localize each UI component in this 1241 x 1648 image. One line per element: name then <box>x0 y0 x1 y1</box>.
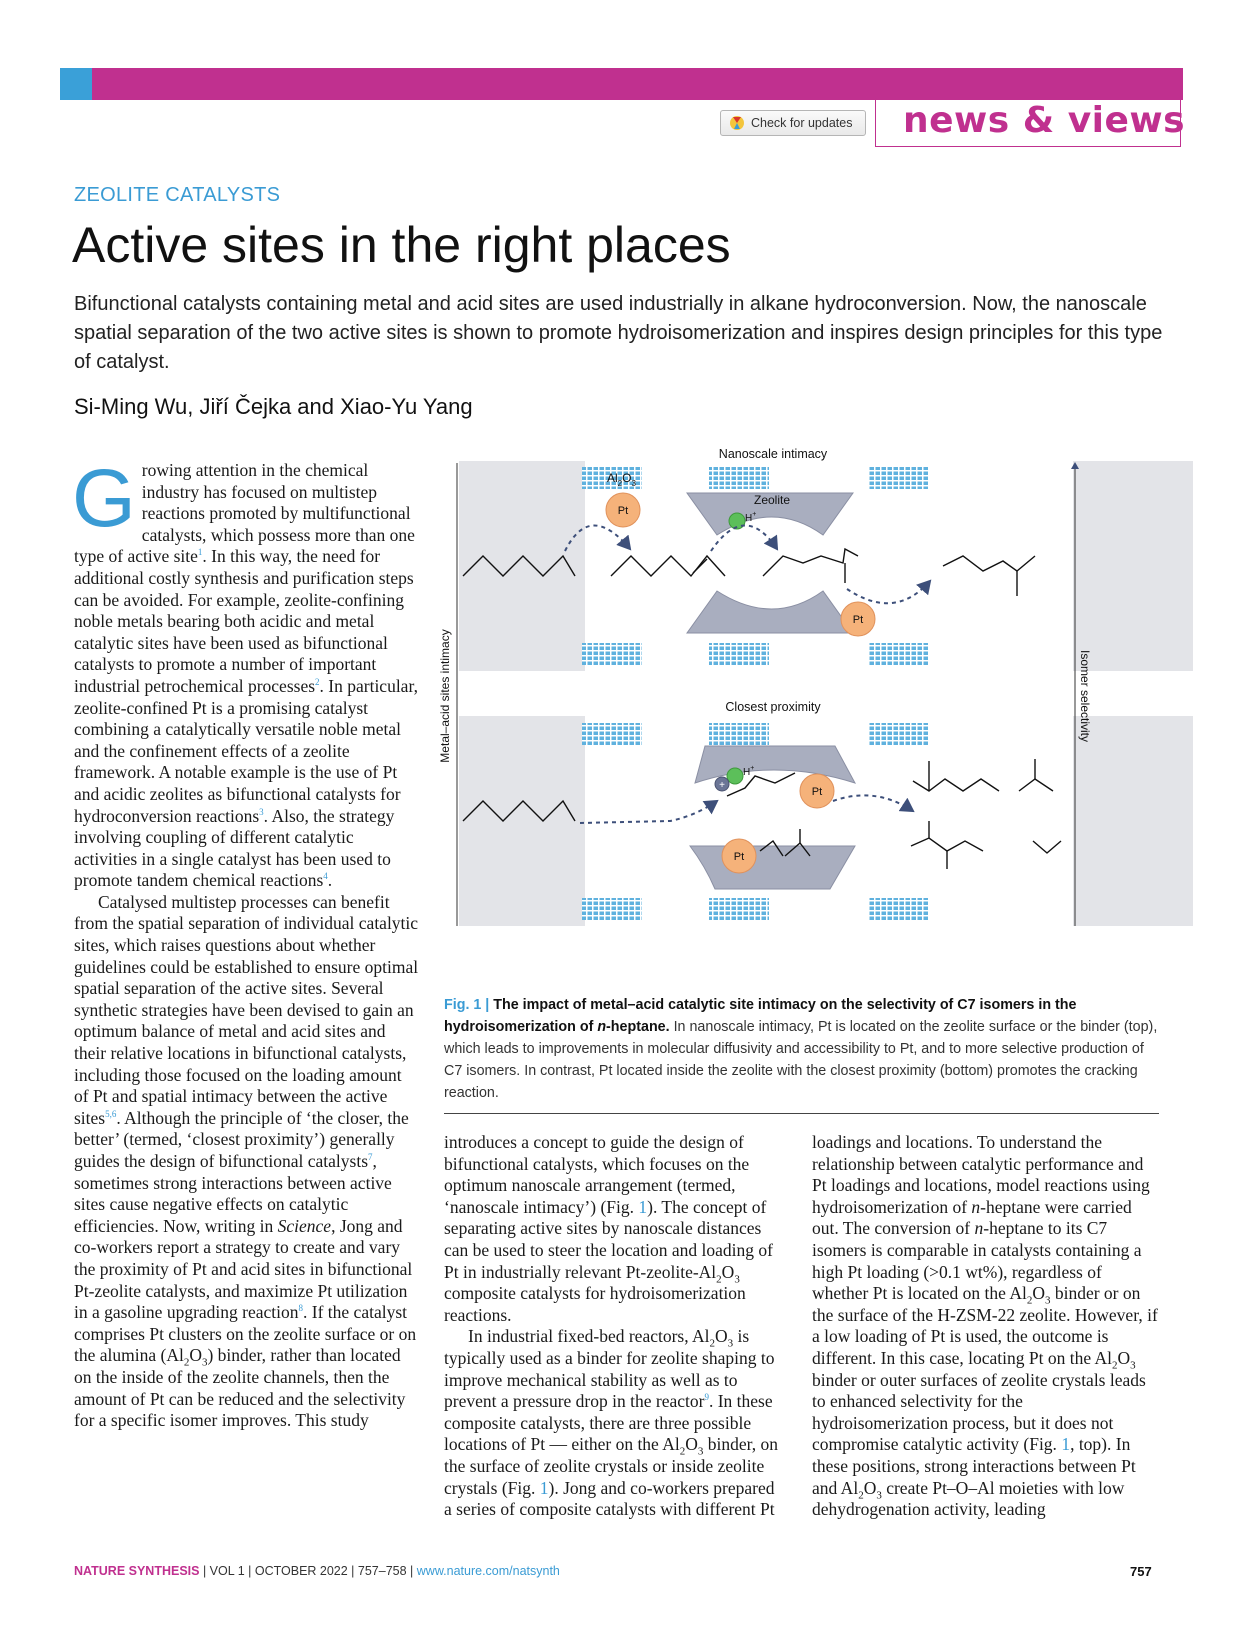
body-column-3 <box>812 1132 1162 1521</box>
figure-1 <box>438 447 1155 971</box>
reference-link[interactable]: 8 <box>298 1303 304 1314</box>
journal-name: NATURE SYNTHESIS <box>74 1564 200 1578</box>
label-al2o3: $Al_2O_3$ <box>607 471 636 488</box>
check-for-updates-label: Check for updates <box>751 116 853 130</box>
figure-1-caption: Fig. 1 | The impact of metal–acid catalytic site intimacy on the selectivity of C7 isomers in the hydroisomerization of n-heptane. In nanoscale intimacy, Pt is located on the zeolite surface or the binder (top), which leads to improvements in molecular diffusivity and accessibility to Pt, and to more selective production of C7 isomers. In contrast, Pt located inside the zeolite with the closest proximity (bottom) promotes the cracking reaction. <box>444 997 1158 1101</box>
figure-1-diagram <box>438 447 1155 971</box>
reference-link[interactable]: 1 <box>197 547 203 558</box>
paragraph: In industrial fixed-bed reactors, $Al_2O_3$ is typically used as a binder for zeolite shaping to improve mechanical stability as well as to prevent a pressure drop in the reactor$^9$. In these composite catalysts, there are three possible locations of Pt — either on the $Al_2O_3$ binder, on the surface of zeolite crystals or inside zeolite crystals (Fig. 1). Jong and co-workers prepared a series of composite catalysts with different Pt <box>444 1326 779 1520</box>
figure-link[interactable]: 1 <box>539 1477 549 1498</box>
reference-link[interactable]: 5,6 <box>105 1108 117 1119</box>
bottom-panel-left-bg <box>459 716 585 926</box>
acid-site <box>727 768 743 784</box>
reference-link[interactable]: 7 <box>368 1152 373 1163</box>
figure-label: Fig. 1 | <box>444 997 490 1013</box>
reference-link[interactable]: 9 <box>704 1392 709 1403</box>
axis-label-selectivity: Isomer selectivity <box>1078 649 1092 743</box>
reference-link[interactable]: 3 <box>259 806 264 817</box>
article-title: Active sites in the right places <box>72 217 731 273</box>
journal-url-link[interactable]: www.nature.com/natsynth <box>416 1564 560 1578</box>
label-closest-proximity: Closest proximity <box>725 700 821 714</box>
label-nanoscale-intimacy: Nanoscale intimacy <box>718 447 828 461</box>
paragraph: Growing attention in the chemical industry has focused on multistep reactions promoted by multifunctional catalysts, which possess more than one type of active site$^1$. In this way, the need for additional costly synthesis and purification steps can be avoided. For example, zeolite-confining noble metals bearing both acidic and metal catalytic sites have been used as bifunctional catalysts to promote a number of important industrial petrochemical processes$^2$. In particular, zeolite-confined Pt is a promising catalyst combining a catalytically versatile noble metal and the confinement effects of a zeolite framework. A notable example is the use of Pt and acidic zeolites as bifunctional catalysts for hydroconversion reactions$^3$. Also, the strategy involving coupling of different catalytic activities in a single catalyst has been used to promote tandem chemical reactions$^4$. <box>72 453 418 891</box>
svg-text:+: + <box>719 780 725 791</box>
axis-label-intimacy: Metal–acid sites intimacy <box>438 629 452 763</box>
page-number: 757 <box>1130 1564 1152 1579</box>
caption-divider <box>444 1113 1159 1114</box>
section-label: news & views <box>903 100 1186 141</box>
paragraph: Catalysed multistep processes can benefit from the spatial separation of individual catalytic sites, which raises questions about whether guidelines could be established to ensure optimal spatial separation of the active sites. Several synthetic strategies have been devised to gain an optimum balance of metal and acid sites and their relative locations in bifunctional catalysts, including those focused on the loading amount of Pt and spatial intimacy between the active sites$^{5,6}$. Although the principle of ‘the closer, the better’ (termed, ‘closest proximity’) generally guides the design of bifunctional catalysts$^7$, sometimes strong interactions between active sites cause negative effects on catalytic efficiencies. Now, writing in Science, Jong and co-workers report a strategy to create and vary the proximity of Pt and acid sites in bifunctional Pt-zeolite catalysts, and maximize Pt utilization in a gasoline upgrading reaction$^8$. If the catalyst comprises Pt clusters on the zeolite surface or on the alumina $(Al_2O_3)$ binder, rather than located on the inside of the zeolite channels, then the amount of Pt can be reduced and the selectivity for a specific isomer improves. This study <box>74 891 419 1431</box>
crossmark-icon <box>729 115 745 131</box>
top-panel-left-bg <box>459 461 585 671</box>
reaction-arrow <box>833 795 913 811</box>
reference-link[interactable]: 2 <box>315 677 320 688</box>
label-zeolite: Zeolite <box>753 493 791 507</box>
svg-text:Pt: Pt <box>811 786 823 798</box>
paragraph: introduces a concept to guide the design of bifunctional catalysts, which focuses on the optimum nanoscale arrangement (termed, ‘nanoscale intimacy’) (Fig. 1). The concept of separating active sites by nanoscale distances can be used to steer the location and loading of Pt in industrially relevant $Pt-zeolite-Al_2O_3$ composite catalysts for hydroisomerization reactions. <box>444 1132 773 1325</box>
body-column-2 <box>444 1132 784 1521</box>
svg-text:Pt: Pt <box>733 851 745 863</box>
figure-link[interactable]: 1 <box>638 1196 648 1217</box>
svg-text:Pt: Pt <box>617 505 629 517</box>
page-footer <box>74 1564 560 1578</box>
citation: | VOL 1 | OCTOBER 2022 | 757–758 | <box>199 1564 417 1578</box>
reaction-arrow <box>580 801 717 823</box>
svg-text:H+: H+ <box>743 765 755 778</box>
svg-text:Pt: Pt <box>852 614 864 626</box>
header-magenta-bar <box>92 68 1183 100</box>
drop-cap: G <box>72 453 136 544</box>
article-kicker: ZEOLITE CATALYSTS <box>74 184 281 206</box>
article-authors: Si-Ming Wu, Jiří Čejka and Xiao-Yu Yang <box>74 394 473 419</box>
svg-text:H+: H+ <box>745 511 757 524</box>
header-blue-block <box>60 68 92 100</box>
article-standfirst: Bifunctional catalysts containing metal and acid sites are used industrially in alkane hydroconversion. Now, the nanoscale spatial separation of the two active sites is shown to promote hydroisomerization and inspires design principles for this type of catalyst. <box>74 293 1163 373</box>
body-column-1 <box>72 453 419 1432</box>
figure-link[interactable]: 1 <box>1061 1434 1071 1455</box>
check-for-updates-button[interactable] <box>720 110 866 136</box>
paragraph: loadings and locations. To understand the relationship between catalytic performance and Pt loadings and locations, model reactions using hydroisomerization of n-heptane were carried out. The conversion of n-heptane to its C7 isomers is comparable in catalysts containing a high Pt loading (>0.1 wt%), regardless of whether Pt is located on the $Al_2O_3$ binder or on the surface of the H-ZSM-22 zeolite. However, if a low loading of Pt is used, the outcome is different. In this case, locating Pt on the $Al_2O_3$ binder or outer surfaces of zeolite crystals leads to enhanced selectivity for the hydroisomerization process, but it does not compromise catalytic activity (Fig. 1, top). In these positions, strong interactions between Pt and $Al_2O_3$ create Pt–O–Al moieties with low dehydrogenation activity, leading <box>812 1132 1158 1520</box>
reference-link[interactable]: 4 <box>323 871 328 882</box>
